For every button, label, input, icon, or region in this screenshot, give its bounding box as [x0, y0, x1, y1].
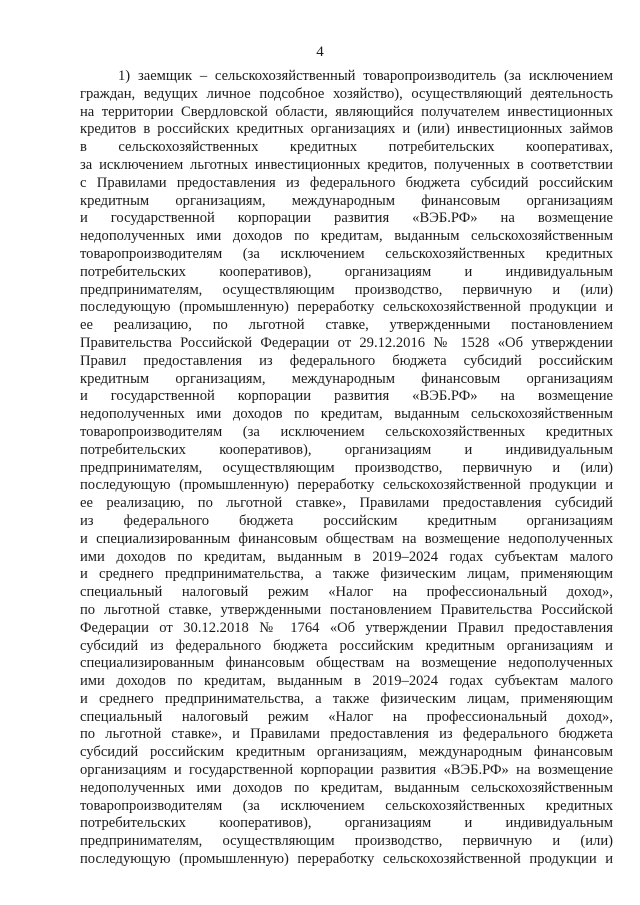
text-line: за исключением льготных инвестиционных кредитов, полученных в соответствии	[80, 156, 613, 173]
text-line: кредитным организациям, международным финансовым организациям	[80, 192, 613, 209]
text-line: последующую (промышленную) переработку сельскохозяйственной продукции и	[80, 299, 613, 316]
text-line: субсидий из федерального бюджета российским кредитным организациям и	[80, 637, 613, 654]
text-line: предпринимателям, осуществляющим производство, первичную и (или)	[80, 459, 613, 476]
text-line: предпринимателям, осуществляющим производство, первичную и (или)	[80, 281, 613, 298]
text-line: на территории Свердловской области, являющийся получателем инвестиционных	[80, 103, 613, 120]
text-line: 1) заемщик – сельскохозяйственный товаропроизводитель (за исключением	[118, 68, 613, 84]
text-line: организациям и государственной корпорации развития «ВЭБ.РФ» на возмещение	[80, 762, 613, 779]
text-line: ими доходов по кредитам, выданным в 2019–2024 годах субъектам малого	[80, 548, 613, 565]
text-line: и специализированным финансовым обществам на возмещение недополученных	[80, 530, 613, 547]
text-line: товаропроизводителям (за исключением сельскохозяйственных кредитных	[80, 245, 613, 262]
text-line: ее реализацию, по льготной ставке, утвержденными постановлением	[80, 317, 613, 334]
text-line: в сельскохозяйственных кредитных потребительских кооперативах,	[80, 139, 613, 156]
text-line: товаропроизводителям (за исключением сельскохозяйственных кредитных	[80, 423, 613, 440]
text-line: специальный налоговый режим «Налог на профессиональный доход»,	[80, 584, 613, 601]
text-line: предпринимателям, осуществляющим производство, первичную и (или)	[80, 833, 613, 850]
text-line: недополученных ими доходов по кредитам, выданным сельскохозяйственным	[80, 406, 613, 423]
text-line: потребительских кооперативов), организациям и индивидуальным	[80, 441, 613, 458]
text-line: потребительских кооперативов), организациям и индивидуальным	[80, 815, 613, 832]
text-line: и государственной корпорации развития «ВЭБ.РФ» на возмещение	[80, 388, 613, 405]
paragraph-body	[80, 68, 613, 869]
text-line: по льготной ставке», и Правилами предоставления из федерального бюджета	[80, 726, 613, 743]
text-line: и государственной корпорации развития «ВЭБ.РФ» на возмещение	[80, 210, 613, 227]
text-line: последующую (промышленную) переработку сельскохозяйственной продукции и	[80, 851, 613, 868]
text-line: ее реализацию, по льготной ставке», Правилами предоставления субсидий	[80, 495, 613, 512]
text-line: из федерального бюджета российским кредитным организациям	[80, 512, 613, 529]
text-line: специализированным финансовым обществам на возмещение недополученных	[80, 655, 613, 672]
text-line: с Правилами предоставления из федерального бюджета субсидий российским	[80, 174, 613, 191]
text-line: ими доходов по кредитам, выданным в 2019–2024 годах субъектам малого	[80, 673, 613, 690]
text-line: Правил предоставления из федерального бюджета субсидий российским	[80, 352, 613, 369]
page-number: 4	[316, 44, 324, 60]
text-line: Правительства Российской Федерации от 29.12.2016 № 1528 «Об утверждении	[80, 334, 613, 351]
text-line: кредитов в российских кредитных организациях и (или) инвестиционных займов	[80, 121, 613, 138]
text-line: и среднего предпринимательства, а также физическим лицам, применяющим	[80, 566, 613, 583]
text-line: последующую (промышленную) переработку сельскохозяйственной продукции и	[80, 477, 613, 494]
text-line: недополученных ими доходов по кредитам, выданным сельскохозяйственным	[80, 228, 613, 245]
text-line: субсидий российским кредитным организациям, международным финансовым	[80, 744, 613, 761]
text-line: и среднего предпринимательства, а также физическим лицам, применяющим	[80, 690, 613, 707]
text-line: потребительских кооперативов), организациям и индивидуальным	[80, 263, 613, 280]
text-line: Федерации от 30.12.2018 № 1764 «Об утверждении Правил предоставления	[80, 619, 613, 636]
text-line: граждан, ведущих личное подсобное хозяйство), осуществляющий деятельность	[80, 85, 613, 102]
text-line: по льготной ставке, утвержденными постановлением Правительства Российской	[80, 601, 613, 618]
text-line: специальный налоговый режим «Налог на профессиональный доход»,	[80, 708, 613, 725]
text-line: недополученных ими доходов по кредитам, выданным сельскохозяйственным	[80, 779, 613, 796]
text-line: товаропроизводителям (за исключением сельскохозяйственных кредитных	[80, 797, 613, 814]
text-line: кредитным организациям, международным финансовым организациям	[80, 370, 613, 387]
